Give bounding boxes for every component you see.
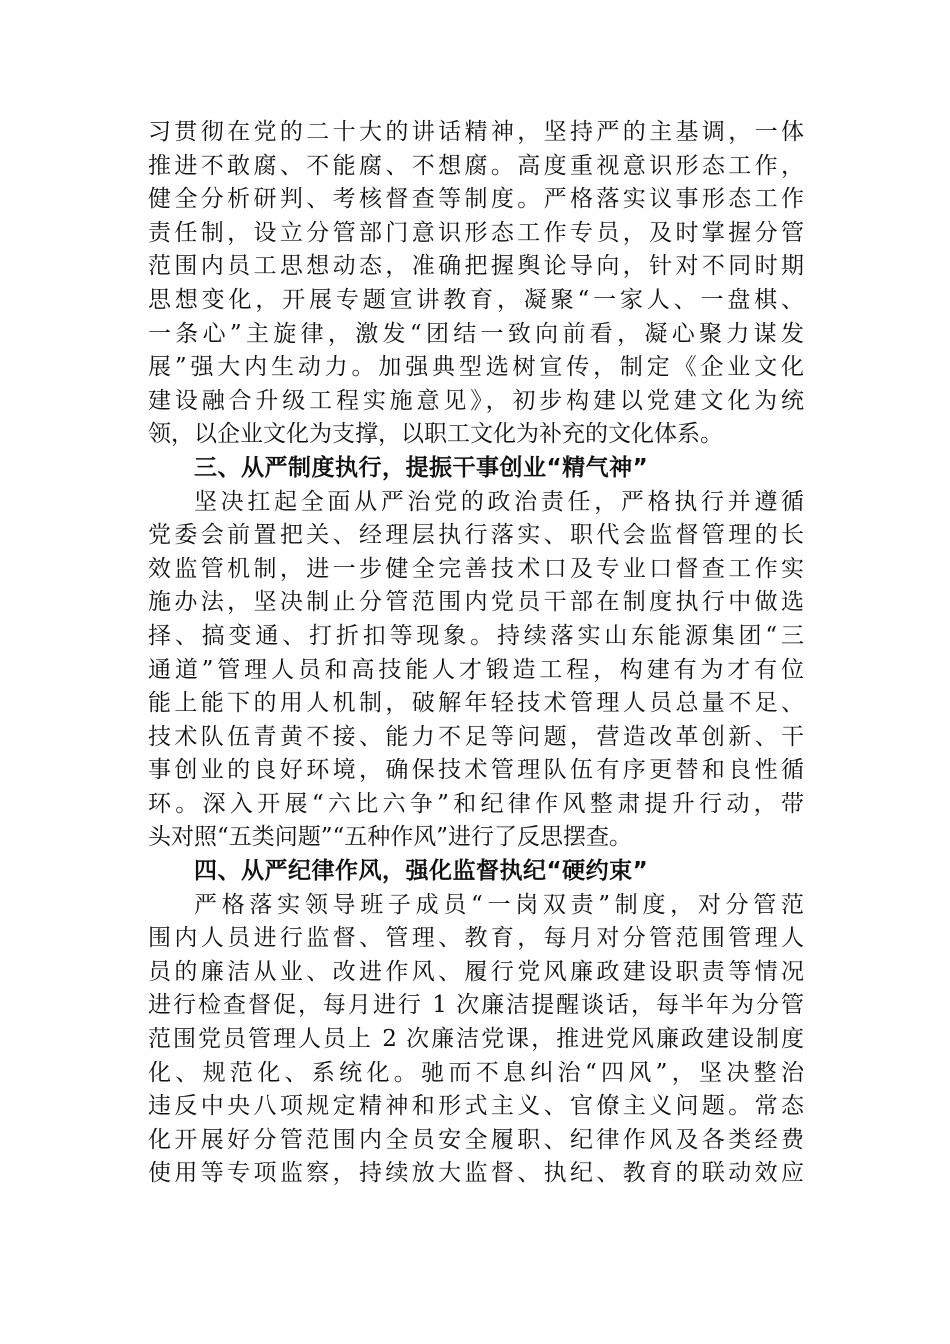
paragraph-line: 一条心”主旋律，激发“团结一致向前看，凝心聚力谋发 <box>148 320 804 347</box>
paragraph-line: 环。深入开展“六比六争”和纪律作风整肃提升行动，带 <box>148 790 804 817</box>
paragraph-line: 通道”管理人员和高技能人才锻造工程，构建有为才有位 <box>148 656 804 683</box>
paragraph-line: 围内人员进行监督、管理、教育，每月对分管范围管理人 <box>148 925 804 952</box>
paragraph-line: 展”强大内生动力。加强典型选树宣传，制定《企业文化 <box>148 354 804 381</box>
paragraph-line: 使用等专项监察，持续放大监督、执纪、教育的联动效应 <box>148 1160 804 1187</box>
section3-paragraph <box>148 486 804 856</box>
paragraph-line: 效监管机制，进一步健全完善技术口及专业口督查工作实 <box>148 555 804 582</box>
paragraph-line: 习贯彻在党的二十大的讲话精神，坚持严的主基调，一体 <box>148 119 804 145</box>
section3-heading: 三、从严制度执行，提振干事创业“精气神” <box>194 454 649 481</box>
paragraph-line: 范围内员工思想动态，准确把握舆论导向，针对不同时期 <box>148 253 804 280</box>
paragraph-line: 领，以企业文化为支撑，以职工文化为补充的文化体系。 <box>148 421 723 448</box>
document-page <box>148 116 804 1191</box>
paragraph-line: 头对照“五类问题”“五种作风”进行了反思摆查。 <box>148 824 633 851</box>
paragraph-line: 推进不敢腐、不能腐、不想腐。高度重视意识形态工作， <box>148 152 804 179</box>
paragraph-line: 员的廉洁从业、改进作风、履行党风廉政建设职责等情况 <box>148 958 804 985</box>
paragraph-line: 责任制，设立分管部门意识形态工作专员，及时掌握分管 <box>148 219 804 246</box>
paragraph-line: 思想变化，开展专题宣讲教育，凝聚“一家人、一盘棋、 <box>148 286 804 313</box>
paragraph-line: 技术队伍青黄不接、能力不足等问题，营造改革创新、干 <box>148 723 804 750</box>
paragraph-line: 进行检查督促，每月进行 1 次廉洁提醒谈话，每半年为分管 <box>148 992 804 1019</box>
section2-tail-paragraph <box>148 116 804 452</box>
paragraph-line: 化开展好分管范围内全员安全履职、纪律作风及各类经费 <box>148 1126 804 1153</box>
paragraph-line: 健全分析研判、考核督查等制度。严格落实议事形态工作 <box>148 186 804 213</box>
paragraph-line: 化、规范化、系统化。驰而不息纠治“四风”，坚决整治 <box>148 1059 804 1086</box>
paragraph-line: 违反中央八项规定精神和形式主义、官僚主义问题。常态 <box>148 1093 804 1120</box>
paragraph-line: 严格落实领导班子成员“一岗双责”制度，对分管范 <box>194 891 804 918</box>
paragraph-line: 事创业的良好环境，确保技术管理队伍有序更替和良性循 <box>148 757 804 784</box>
paragraph-line: 择、搞变通、打折扣等现象。持续落实山东能源集团“三 <box>148 622 804 649</box>
section4-heading: 四、从严纪律作风，强化监督执纪“硬约束” <box>194 858 649 885</box>
paragraph-line: 党委会前置把关、经理层执行落实、职代会监督管理的长 <box>148 522 804 549</box>
paragraph-line: 建设融合升级工程实施意见》，初步构建以党建文化为统 <box>148 387 804 414</box>
paragraph-line: 坚决扛起全面从严治党的政治责任，严格执行并遵循 <box>194 488 804 515</box>
paragraph-line: 施办法，坚决制止分管范围内党员干部在制度执行中做选 <box>148 589 804 616</box>
paragraph-line: 范围党员管理人员上 2 次廉洁党课，推进党风廉政建设制度 <box>148 1026 804 1053</box>
paragraph-line: 能上能下的用人机制，破解年轻技术管理人员总量不足、 <box>148 690 804 717</box>
section4-paragraph <box>148 889 804 1191</box>
